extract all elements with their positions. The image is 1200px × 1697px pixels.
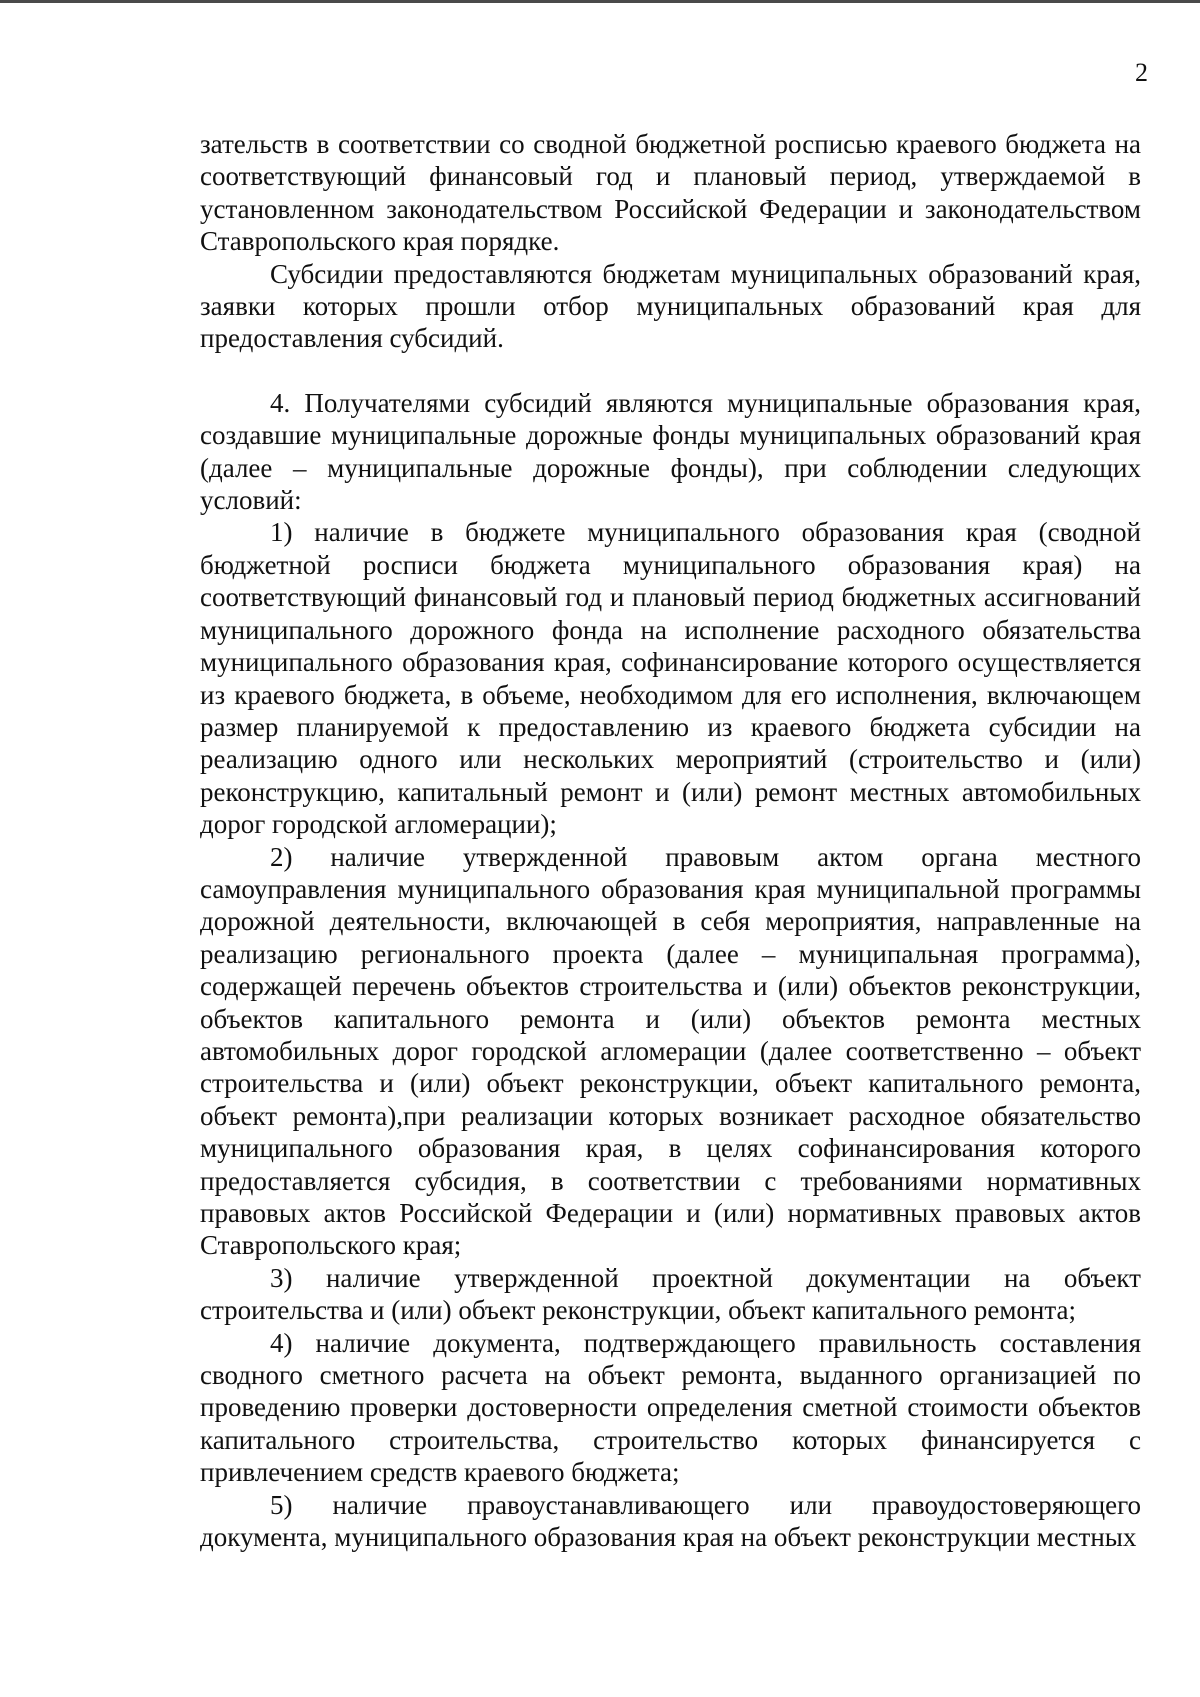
paragraph-continuation: зательств в соответствии со сводной бюджетной росписью краевого бюджета на соответствующий финансовый год и плановый период, утверждаемой в установленном законодательством Российской Федерации и законодательством Ставропольского края порядке. [200, 129, 1141, 257]
document-body [200, 128, 1141, 1553]
scan-top-edge [0, 0, 1200, 3]
paragraph-item-4: 4. Получателями субсидий являются муниципальные образования края, создавшие муниципальные дорожные фонды муниципальных образований края (далее – муниципальные дорожные фонды), при соблюдении следующих условий: [200, 387, 1141, 516]
paragraph-condition-4: 4) наличие документа, подтверждающего правильность составления сводного сметного расчета на объект ремонта, выданного организацией по проведению проверки достоверности определения сметной стоимости объектов капитального строительства, строительство которых финансируется с привлечением средств краевого бюджета; [200, 1327, 1141, 1488]
paragraph-condition-2: 2) наличие утвержденной правовым актом органа местного самоуправления муниципального образования края муниципальной программы дорожной деятельности, включающей в себя мероприятия, направленные на реализацию регионального проекта (далее – муниципальная программа), содержащей перечень объектов строительства и (или) объектов реконструкции, объектов капитального ремонта и (или) объектов ремонта местных автомобильных дорог городской агломерации (далее соответственно – объект строительства и (или) объект реконструкции, объект капитального ремонта, объект ремонта),при реализации которых возникает расходное обязательство муниципального образования края, в целях софинансирования которого предоставляется субсидия, в соответствии с требованиями нормативных правовых актов Российской Федерации и (или) нормативных правовых актов Ставропольского края; [200, 841, 1141, 1261]
paragraph-subsidies: Субсидии предоставляются бюджетам муниципальных образований края, заявки которых прошли отбор муниципальных образований края для предоставления субсидий. [200, 258, 1141, 354]
page-number: 2 [1135, 58, 1148, 87]
paragraph-condition-3: 3) наличие утвержденной проектной документации на объект строительства и (или) объект реконструкции, объект капитального ремонта; [200, 1262, 1141, 1326]
paragraph-condition-5: 5) наличие правоустанавливающего или правоудостоверяющего документа, муниципального образования края на объект реконструкции местных [200, 1489, 1141, 1553]
paragraph-condition-1: 1) наличие в бюджете муниципального образования края (сводной бюджетной росписи бюджета муниципального образования края) на соответствующий финансовый год и плановый период бюджетных ассигнований муниципального дорожного фонда на исполнение расходного обязательства муниципального образования края, софинансирование которого осуществляется из краевого бюджета, в объеме, необходимом для его исполнения, включающем размер планируемой к предоставлению из краевого бюджета субсидии на реализацию одного или нескольких мероприятий (строительство и (или) реконструкцию, капитальный ремонт и (или) ремонт местных автомобильных дорог городской агломерации); [200, 517, 1141, 840]
